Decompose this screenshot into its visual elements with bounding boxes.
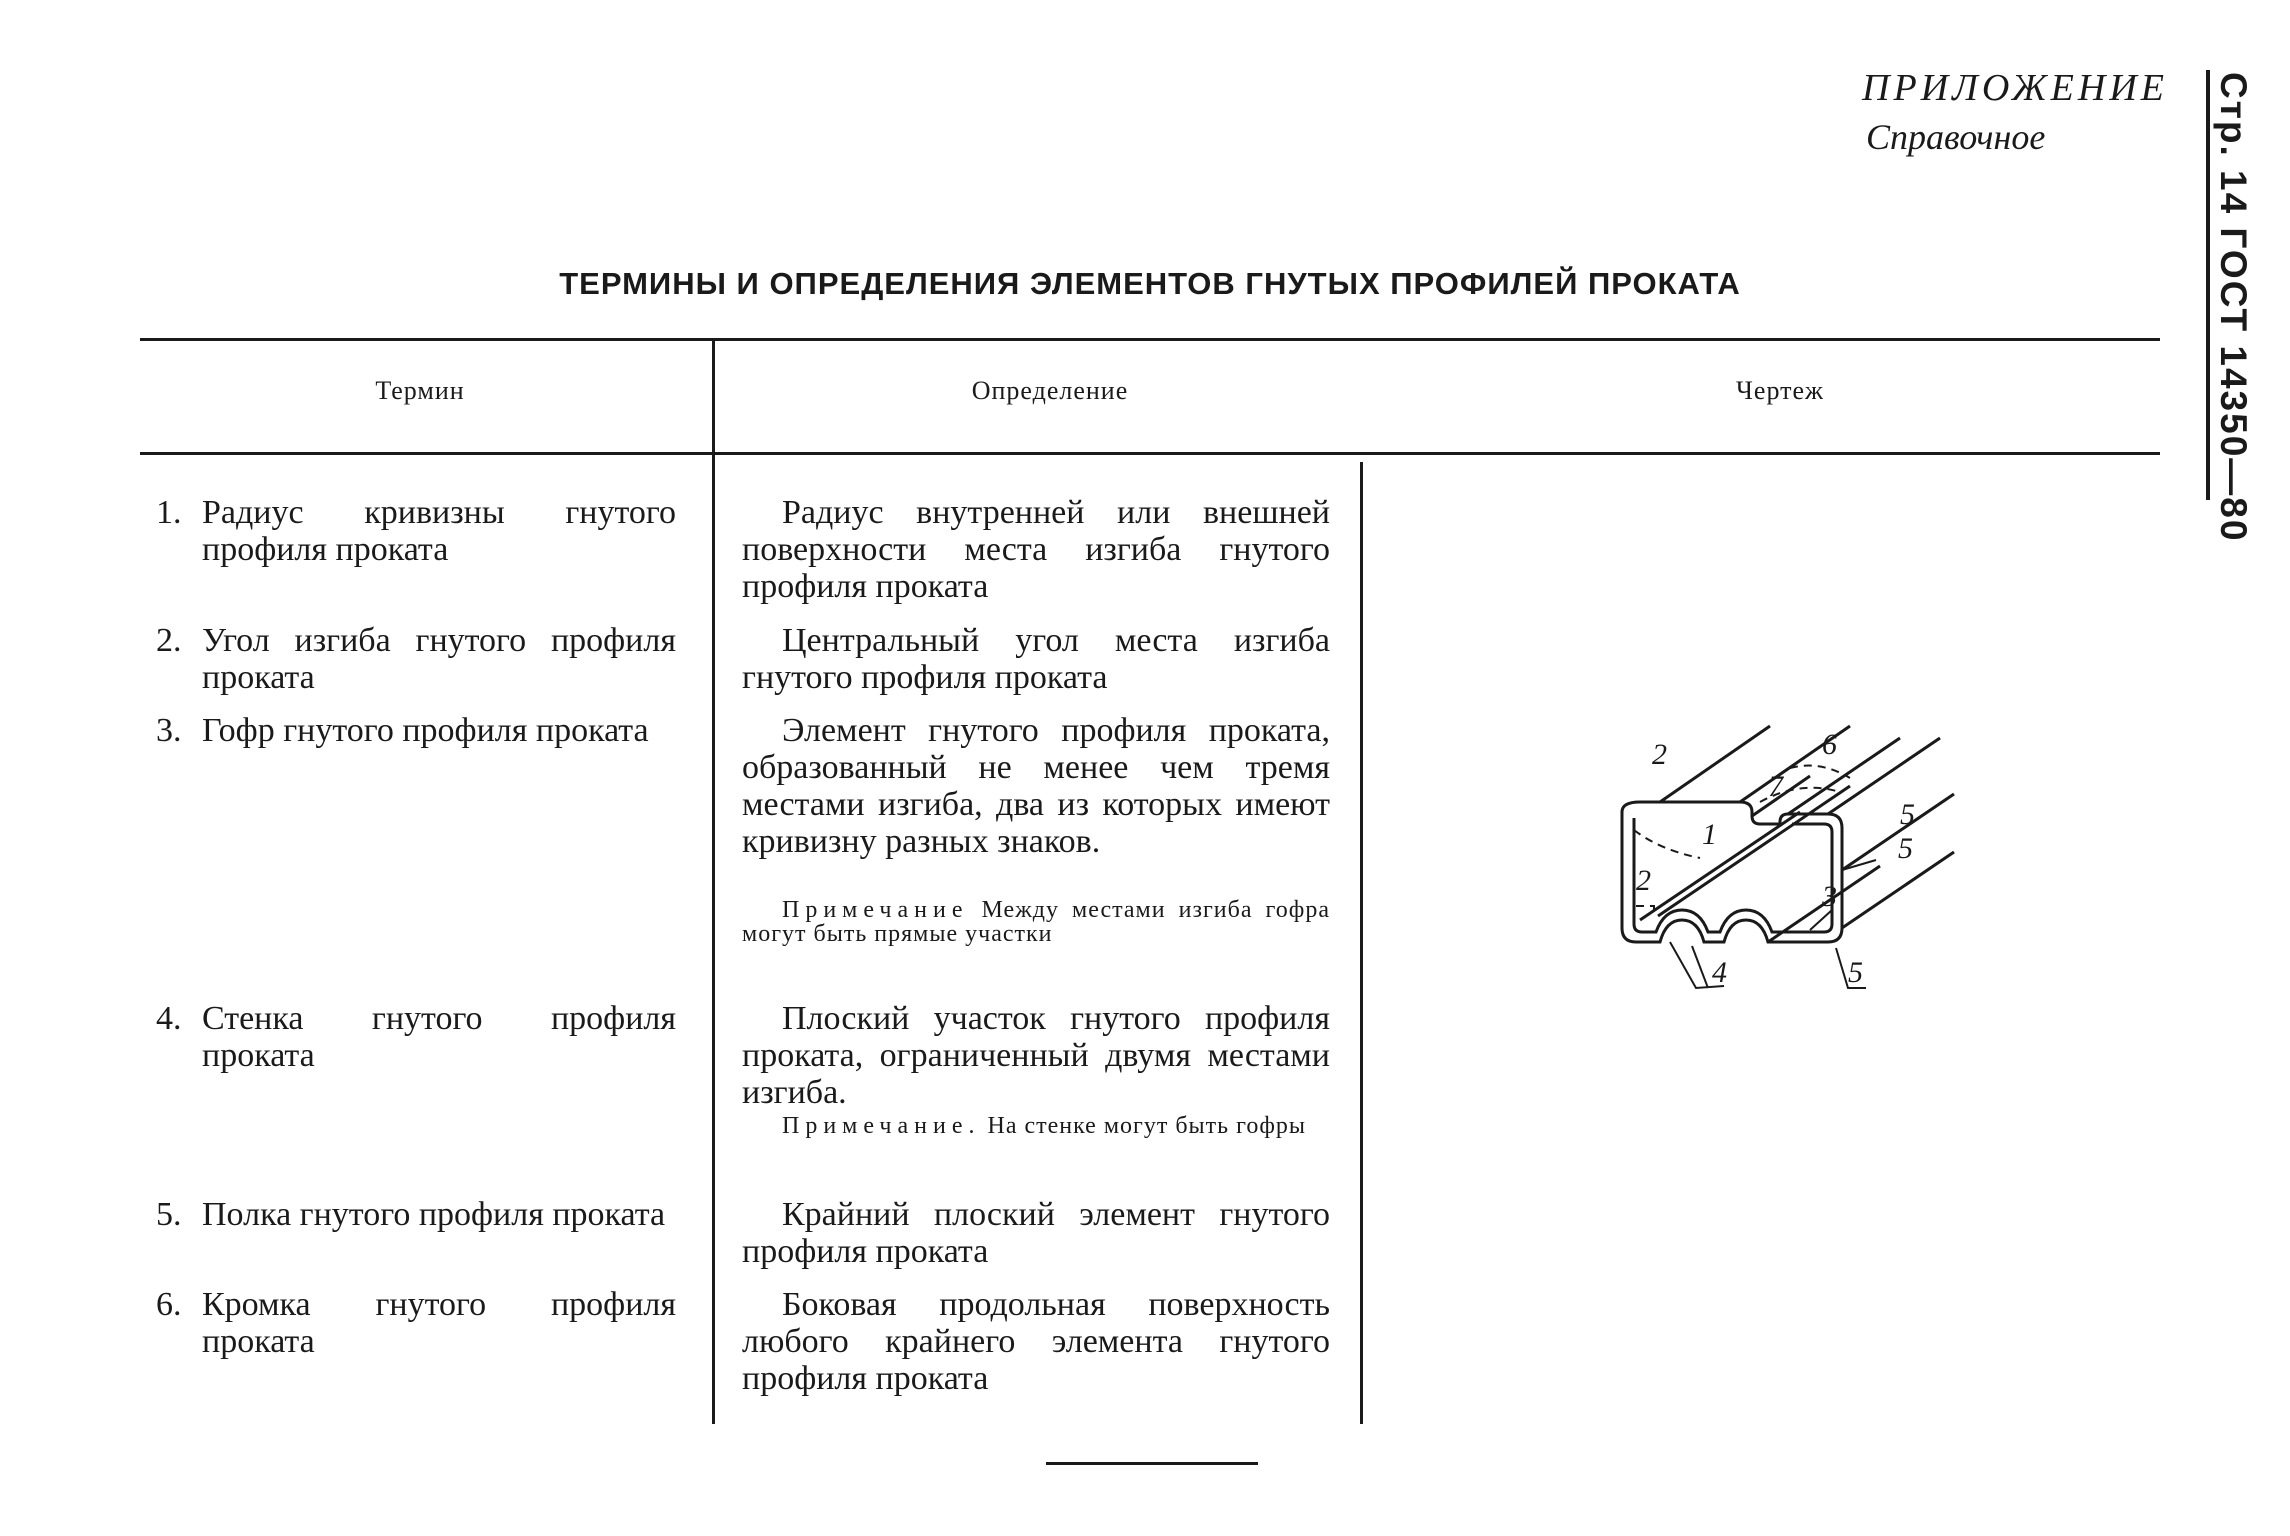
- drawing-label-5-upper: 5: [1900, 798, 1915, 831]
- term-1: 1. Радиус кривизны гнутого профиля проката: [156, 494, 676, 568]
- column-divider-1: [712, 340, 715, 1424]
- document-title: ТЕРМИНЫ И ОПРЕДЕЛЕНИЯ ЭЛЕМЕНТОВ ГНУТЫХ ПРОФИЛЕЙ ПРОКАТА: [559, 266, 1741, 301]
- header-term: Термин: [375, 376, 465, 405]
- drawing-label-2-top: 2: [1652, 738, 1667, 771]
- drawing-label-1: 1: [1702, 818, 1717, 851]
- definition-2: Центральный угол места изгиба гнутого профиля проката: [742, 622, 1330, 696]
- term-2: 2. Угол изгиба гнутого профиля проката: [156, 622, 676, 696]
- drawing-label-2-left: 2: [1636, 864, 1651, 897]
- term-6: 6. Кромка гнутого профиля проката: [156, 1286, 676, 1360]
- table-header-rule: [140, 452, 2160, 455]
- definition-4: Плоский участок гнутого профиля проката, ограниченный двумя местами изгиба.: [742, 1000, 1330, 1111]
- drawing-label-4: 4: [1712, 956, 1727, 989]
- end-rule: [1046, 1462, 1258, 1465]
- side-rule: [2206, 70, 2210, 500]
- definition-5: Крайний плоский элемент гнутого профиля проката: [742, 1196, 1330, 1270]
- header-drawing: Чертеж: [1736, 376, 1824, 405]
- drawing-label-5-bottom: 5: [1848, 956, 1863, 989]
- bent-profile-drawing: [1600, 720, 1980, 1020]
- definition-1: Радиус внутренней или внешней поверхности места изгиба гнутого профиля проката: [742, 494, 1330, 605]
- note-4: Примечание. На стенке могут быть гофры: [782, 1113, 1307, 1139]
- drawing-label-5-right: 5: [1898, 832, 1913, 865]
- appendix-title: ПРИЛОЖЕНИЕ: [1862, 67, 2168, 109]
- column-divider-2: [1360, 462, 1363, 1424]
- note-3: Примечание Между местами изгиба гофра могут быть прямые участки: [742, 897, 1330, 947]
- header-definition: Определение: [971, 376, 1129, 405]
- drawing-label-7: 7: [1768, 770, 1783, 803]
- term-5: 5. Полка гнутого профиля проката: [156, 1196, 666, 1233]
- drawing-label-6: 6: [1822, 728, 1837, 761]
- term-4: 4. Стенка гнутого профиля проката: [156, 1000, 676, 1074]
- table-top-rule: [140, 338, 2160, 341]
- definition-3: Элемент гнутого профиля проката, образованный не менее чем тремя местами изгиба, два из которых имеют кривизну разных знаков.: [742, 712, 1330, 860]
- drawing-label-3: 3: [1822, 880, 1837, 913]
- term-3: 3. Гофр гнутого профиля проката: [156, 712, 649, 749]
- appendix-heading: [1862, 66, 2168, 158]
- definition-6: Боковая продольная поверхность любого крайнего элемента гнутого профиля проката: [742, 1286, 1330, 1397]
- page-standard-label: Стр. 14 ГОСТ 14350—80: [2213, 72, 2254, 543]
- appendix-subtitle: Справочное: [1866, 117, 2046, 157]
